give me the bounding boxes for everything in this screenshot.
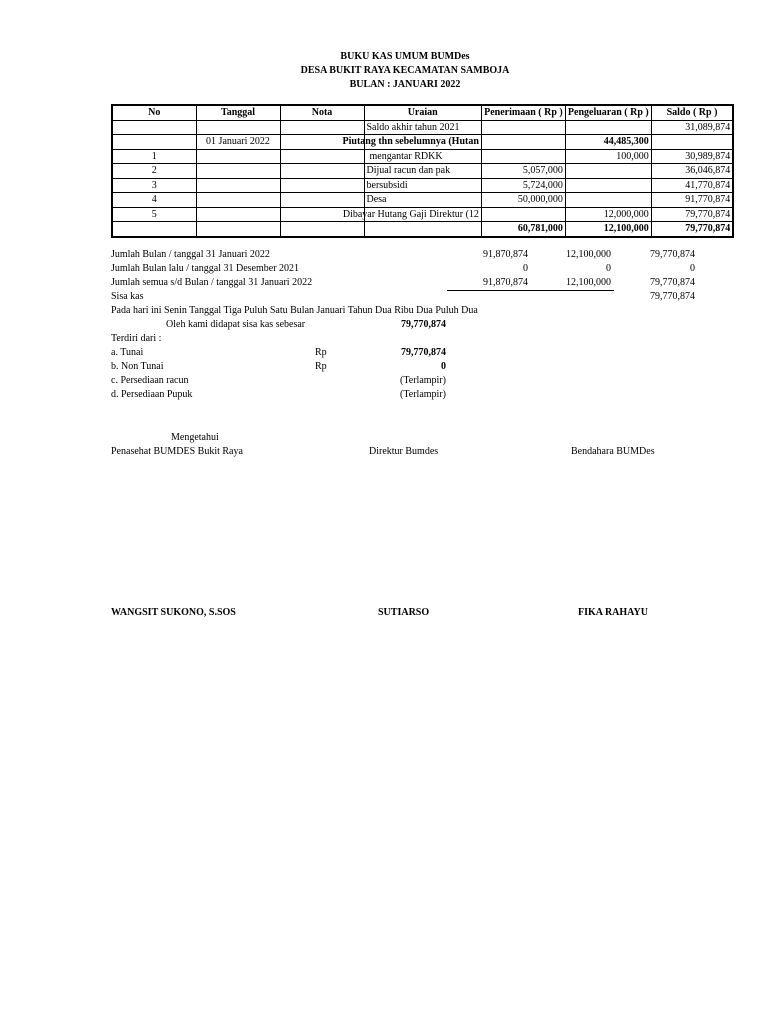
cell-no xyxy=(112,120,196,135)
bendahara-name: FIKA RAHAYU xyxy=(578,607,648,618)
item-label: c. Persediaan racun xyxy=(111,375,189,386)
cell-saldo: 36,046,874 xyxy=(651,164,733,179)
sisa-kas-saldo: 79,770,874 xyxy=(650,291,695,302)
jumlah-bulan-penerimaan: 91,870,874 xyxy=(483,249,528,260)
document-title: BUKU KAS UMUM BUMDes xyxy=(340,51,470,62)
cell-penerimaan xyxy=(481,207,565,222)
cell-tanggal xyxy=(196,164,280,179)
cell-no xyxy=(112,135,196,150)
sisa-statement-value: 79,770,874 xyxy=(401,319,446,330)
cell-penerimaan: 5,057,000 xyxy=(481,164,565,179)
column-header-pengeluaran: Pengeluaran ( Rp ) xyxy=(565,105,651,120)
jumlah-semua-saldo: 79,770,874 xyxy=(650,277,695,288)
direktur-name: SUTIARSO xyxy=(378,607,430,618)
jumlah-bulan-label: Jumlah Bulan / tanggal 31 Januari 2022 xyxy=(111,249,270,260)
statement-text: Pada hari ini Senin Tanggal Tiga Puluh Satu Bulan Januari Tahun Dua Ribu Dua Puluh Dua xyxy=(111,305,478,316)
cell-tanggal xyxy=(196,120,280,135)
table-row xyxy=(112,149,733,164)
table-row xyxy=(112,193,733,208)
item-value: 79,770,874 xyxy=(401,347,446,358)
penasehat-title: Penasehat BUMDES Bukit Raya xyxy=(111,446,243,457)
cell-nota xyxy=(280,178,364,193)
cell-penerimaan xyxy=(481,120,565,135)
cell-nota xyxy=(280,164,364,179)
cell-no: 2 xyxy=(112,164,196,179)
cell-pengeluaran: 100,000 xyxy=(565,149,651,164)
item-value: 0 xyxy=(441,361,446,372)
direktur-title: Direktur Bumdes xyxy=(369,446,439,457)
table-header-row xyxy=(112,105,733,120)
table-row xyxy=(112,207,733,222)
item-label: a. Tunai xyxy=(111,347,144,358)
column-header-tanggal: Tanggal xyxy=(196,105,280,120)
cell-uraian: Desa xyxy=(364,193,481,208)
cell-uraian: mengantar RDKK xyxy=(369,150,443,162)
terdiri-label: Terdiri dari : xyxy=(111,333,162,344)
item-label: b. Non Tunai xyxy=(111,361,164,372)
jumlah-bulan-lalu-penerimaan: 0 xyxy=(523,263,528,274)
cell-nota xyxy=(280,120,364,135)
cell-uraian: bersubsidi xyxy=(364,178,481,193)
cell-saldo: 79,770,874 xyxy=(651,207,733,222)
cell-tanggal: 01 Januari 2022 xyxy=(196,135,280,150)
cell-no: 1 xyxy=(112,149,196,164)
cell-uraian: Piutang thn sebelumnya (Hutan xyxy=(342,136,479,148)
cell-pengeluaran: 12,000,000 xyxy=(565,207,651,222)
column-header-penerimaan: Penerimaan ( Rp ) xyxy=(481,105,565,120)
jumlah-bulan-lalu-saldo: 0 xyxy=(690,263,695,274)
cell-saldo xyxy=(651,135,733,150)
cell-saldo: 31,089,874 xyxy=(651,120,733,135)
cell-tanggal xyxy=(196,207,280,222)
month-title: BULAN : JANUARI 2022 xyxy=(349,79,461,90)
cell-saldo: 91,770,874 xyxy=(651,193,733,208)
cell-tanggal xyxy=(196,149,280,164)
village-title: DESA BUKIT RAYA KECAMATAN SAMBOJA xyxy=(300,65,510,76)
mengetahui-label: Mengetahui xyxy=(171,432,219,443)
item-value: (Terlampir) xyxy=(400,389,446,400)
table-row xyxy=(112,164,733,179)
column-header-nota: Nota xyxy=(280,105,364,120)
sisa-kas-label: Sisa kas xyxy=(111,291,144,302)
total-penerimaan: 60,781,000 xyxy=(481,222,565,237)
penasehat-name: WANGSIT SUKONO, S.SOS xyxy=(111,607,236,618)
cell-tanggal xyxy=(196,178,280,193)
cell-nota xyxy=(280,193,364,208)
cell-penerimaan xyxy=(481,149,565,164)
ledger-table xyxy=(111,104,734,238)
cell-pengeluaran xyxy=(565,120,651,135)
column-header-saldo: Saldo ( Rp ) xyxy=(651,105,733,120)
jumlah-bulan-lalu-label: Jumlah Bulan lalu / tanggal 31 Desember 2021 xyxy=(111,263,300,274)
cell-pengeluaran xyxy=(565,178,651,193)
item-label: d. Persediaan Pupuk xyxy=(111,389,193,400)
cell-pengeluaran: 44,485,300 xyxy=(565,135,651,150)
cell-no: 5 xyxy=(112,207,196,222)
cell-tanggal xyxy=(196,193,280,208)
cell-uraian: Saldo akhir tahun 2021 xyxy=(366,121,460,133)
cell-no: 3 xyxy=(112,178,196,193)
table-row xyxy=(112,178,733,193)
column-header-uraian: Uraian xyxy=(364,105,481,120)
cell-penerimaan: 50,000,000 xyxy=(481,193,565,208)
cell-saldo: 41,770,874 xyxy=(651,178,733,193)
sisa-statement-label: Oleh kami didapat sisa kas sebesar xyxy=(166,319,306,330)
cell-uraian: Dibayar Hutang Gaji Direktur (12 xyxy=(342,208,479,220)
cell-penerimaan: 5,724,000 xyxy=(481,178,565,193)
column-header-no: No xyxy=(112,105,196,120)
table-row xyxy=(112,120,733,135)
jumlah-semua-pengeluaran: 12,100,000 xyxy=(566,277,611,288)
cell-nota xyxy=(280,149,364,164)
cell-pengeluaran xyxy=(565,193,651,208)
bendahara-title: Bendahara BUMDes xyxy=(571,446,655,457)
table-row xyxy=(112,135,733,150)
jumlah-bulan-pengeluaran: 12,100,000 xyxy=(566,249,611,260)
jumlah-bulan-lalu-pengeluaran: 0 xyxy=(606,263,611,274)
summary-underline xyxy=(447,290,614,291)
cell-penerimaan xyxy=(481,135,565,150)
cell-pengeluaran xyxy=(565,164,651,179)
total-saldo: 79,770,874 xyxy=(651,222,733,237)
jumlah-bulan-saldo: 79,770,874 xyxy=(650,249,695,260)
table-total-row xyxy=(112,222,733,237)
total-pengeluaran: 12,100,000 xyxy=(565,222,651,237)
item-currency: Rp xyxy=(315,361,327,372)
cell-no: 4 xyxy=(112,193,196,208)
jumlah-semua-penerimaan: 91,870,874 xyxy=(483,277,528,288)
cell-saldo: 30,989,874 xyxy=(651,149,733,164)
jumlah-semua-label: Jumlah semua s/d Bulan / tanggal 31 Januari 2022 xyxy=(111,277,313,288)
item-value: (Terlampir) xyxy=(400,375,446,386)
cell-uraian: Dijual racun dan pak xyxy=(364,164,481,179)
item-currency: Rp xyxy=(315,347,327,358)
